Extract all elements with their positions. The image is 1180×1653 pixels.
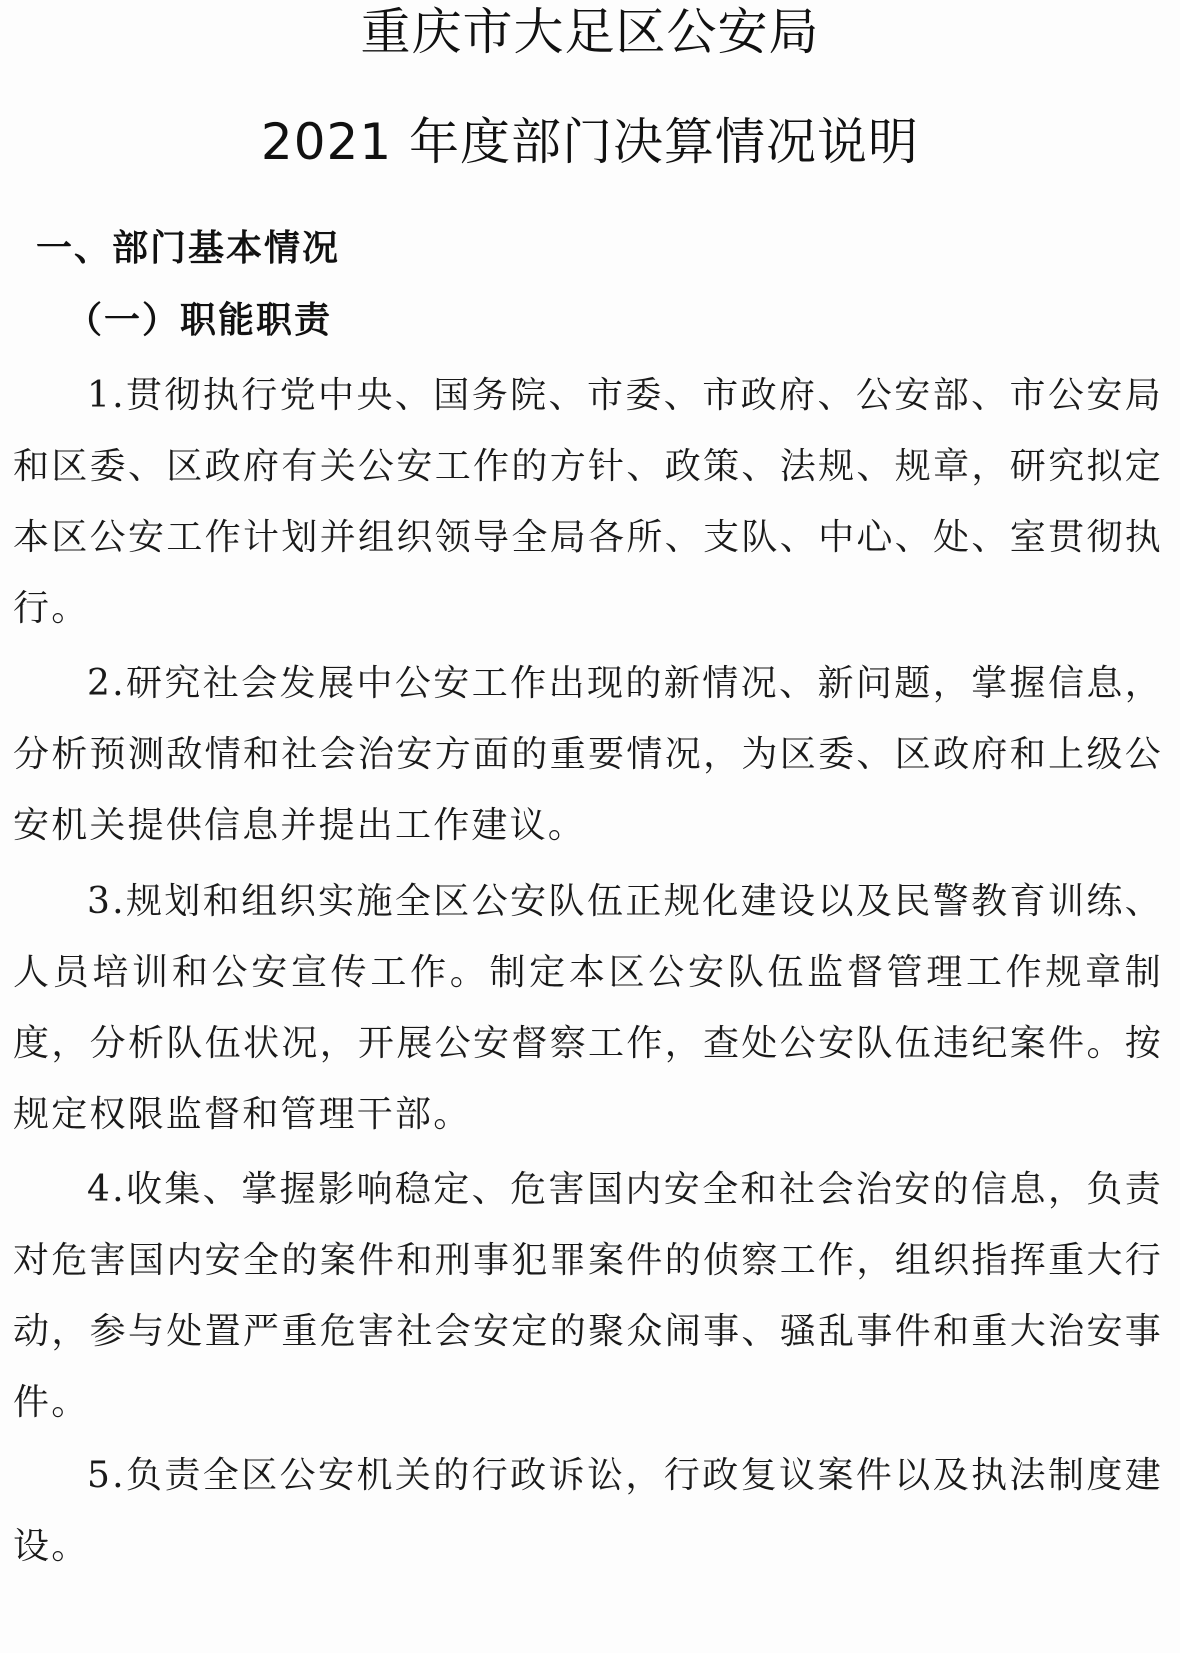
paragraph-3: 3.规划和组织实施全区公安队伍正规化建设以及民警教育训练、人员培训和公安宣传工作。制定本区公安队伍监督管理工作规章制度，分析队伍状况，开展公安督察工作，查处公安队伍违纪案件。按规定权限监督和管理干部。 xyxy=(13,881,1163,1135)
subsection-heading: （一）职能职责 xyxy=(66,300,333,341)
document-title-line-2: 2021 年度部门决算情况说明 xyxy=(260,113,920,171)
document-title-line-1: 重庆市大足区公安局 xyxy=(360,3,820,61)
paragraph-5: 5.负责全区公安机关的行政诉讼，行政复议案件以及执法制度建设。 xyxy=(13,1455,1163,1567)
paragraph-4: 4.收集、掌握影响稳定、危害国内安全和社会治安的信息，负责对危害国内安全的案件和刑事犯罪案件的侦察工作，组织指挥重大行动，参与处置严重危害社会安定的聚众闹事、骚乱事件和重大治安事件。 xyxy=(13,1169,1163,1423)
section-heading: 一、部门基本情况 xyxy=(36,228,341,269)
paragraph-2: 2.研究社会发展中公安工作出现的新情况、新问题，掌握信息，分析预测敌情和社会治安方面的重要情况，为区委、区政府和上级公安机关提供信息并提出工作建议。 xyxy=(13,663,1163,846)
paragraph-1: 1.贯彻执行党中央、国务院、市委、市政府、公安部、市公安局和区委、区政府有关公安工作的方针、政策、法规、规章，研究拟定本区公安工作计划并组织领导全局各所、支队、中心、处、室贯彻执行。 xyxy=(13,375,1163,629)
